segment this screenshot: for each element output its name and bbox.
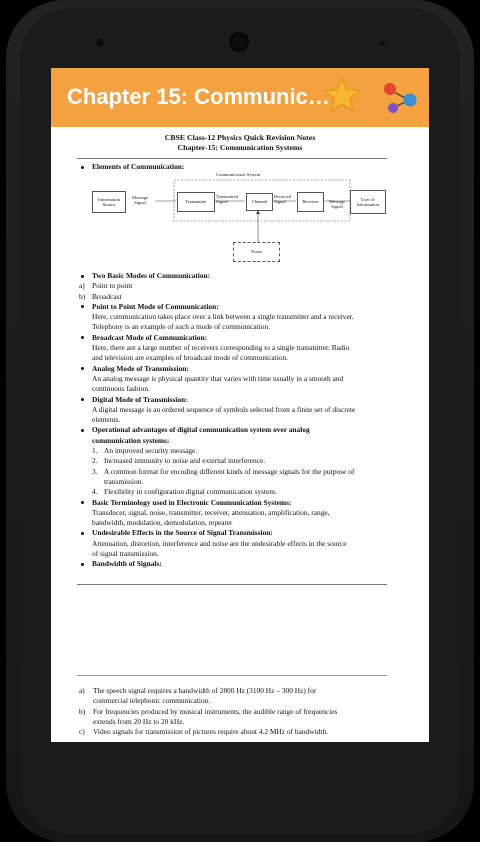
paragraph-line: Attenuation, distortion, interference and noise are the undesirable effects in the source xyxy=(92,538,347,548)
label-transmitted-signal: Transmitted Signal xyxy=(216,194,239,205)
paragraph-line: communication systems: xyxy=(92,435,170,445)
section-heading xyxy=(79,162,184,172)
paragraph-line: transmission. xyxy=(104,476,144,486)
front-camera xyxy=(96,39,104,47)
list-item: b) For frequencies produced by musical instruments, the audible range of frequencies xyxy=(79,706,338,716)
paragraph-line: extends from 20 Hz to 20 kHz. xyxy=(93,716,185,726)
document-page[interactable] xyxy=(51,127,429,742)
share-icon[interactable] xyxy=(381,80,419,114)
paragraph-line: Here, communication takes place over a link between a single transmitter and a receiver. xyxy=(92,312,354,322)
list-item: a) Point to point xyxy=(79,281,133,291)
star-icon[interactable] xyxy=(323,76,361,114)
section-heading-digital: Digital Mode of Transmission: xyxy=(79,395,397,405)
page-bottom-divider xyxy=(77,584,387,585)
block-noise: Noise xyxy=(233,242,280,262)
communication-system-diagram xyxy=(77,172,397,264)
paragraph-line: of signal transmission. xyxy=(92,549,159,559)
screen xyxy=(51,68,429,742)
doc-header-chapter: Chapter-15: Communication Systems xyxy=(177,143,303,152)
paragraph-line: An analog message is physical quantity that varies with time usually in a smooth and xyxy=(92,373,344,383)
list-item: 2. Increased immunity to noise and external interference. xyxy=(92,456,266,466)
section-heading-advantages: Operational advantages of digital communication system over analog xyxy=(79,425,397,435)
list-item: b) Broadcast xyxy=(79,291,122,301)
doc-header-title: CBSE Class-12 Physics Quick Revision Notes xyxy=(164,133,316,142)
paragraph-line: continuous fashion. xyxy=(92,384,150,394)
paragraph-line: Transducer, signal, noise, transmitter, receiver, attenuation, amplification, range, xyxy=(92,507,330,517)
diagram-title: Communication System xyxy=(216,172,261,177)
paragraph-line: Telephony is an example of such a mode of communication. xyxy=(92,322,271,332)
page-title: Chapter 15: Communic… xyxy=(67,84,330,109)
section-heading-bandwidth: Bandwidth of Signals: xyxy=(79,559,397,569)
paragraph-line: commercial telephonic communication. xyxy=(93,696,211,706)
section-heading-analog: Analog Mode of Transmission: xyxy=(79,364,397,374)
list-item: 4. Flexibility in configuration digital communication system. xyxy=(92,487,277,497)
paragraph-line: bandwidth, modulation, demodulation, repeater xyxy=(92,518,233,528)
earpiece-speaker xyxy=(229,32,249,52)
page-top-divider xyxy=(77,675,387,676)
section-heading-elements: Elements of Communication: xyxy=(79,162,184,172)
section-heading-broadcast: Broadcast Mode of Communication: xyxy=(79,333,397,343)
section-heading-undesirable-effects: Undesirable Effects in the Source of Signal Transmission: xyxy=(79,528,397,538)
next-page-content xyxy=(79,686,397,737)
paragraph-line: and television are examples of broadcast mode of communication. xyxy=(92,353,288,363)
list-item: c) Video signals for transmission of pictures require about 4.2 MHz of bandwidth. xyxy=(79,727,328,737)
paragraph-line: A digital message is an ordered sequence of symbols selected from a finite set of discrete xyxy=(92,404,356,414)
section-heading-modes: Two Basic Modes of Communication: xyxy=(79,271,397,281)
paragraph-line: Here, there are a large number of receivers corresponding to a single transmitter. Radio xyxy=(92,343,350,353)
block-transmitter: Transmitter xyxy=(177,192,215,212)
paragraph-line: elements. xyxy=(92,415,121,425)
section-heading-terminology: Basic Terminology used in Electronic Communication Systems: xyxy=(79,498,397,508)
list-item: 3. A common format for encoding different kinds of message signals for the purpose of xyxy=(92,466,355,476)
block-information-source: Information Source xyxy=(92,191,126,213)
label-received-signal: Received Signal xyxy=(274,194,292,205)
list-item: a) The speech signal requires a bandwidth of 2800 Hz (3100 Hz – 300 Hz) for xyxy=(79,686,317,695)
label-message-signal-output: Message Signal xyxy=(328,199,346,210)
notes-body xyxy=(79,271,397,570)
block-channel: Channel xyxy=(246,193,273,211)
divider xyxy=(77,158,387,159)
block-receiver: Receiver xyxy=(297,192,324,212)
block-user-of-information: User of Information xyxy=(350,190,386,214)
app-bar xyxy=(51,68,429,127)
section-heading-point-to-point: Point to Point Mode of Communication: xyxy=(79,302,397,312)
proximity-sensor xyxy=(380,41,385,46)
label-message-signal: Message Signal xyxy=(131,195,149,206)
list-item: 1. An improved security message. xyxy=(92,446,198,456)
